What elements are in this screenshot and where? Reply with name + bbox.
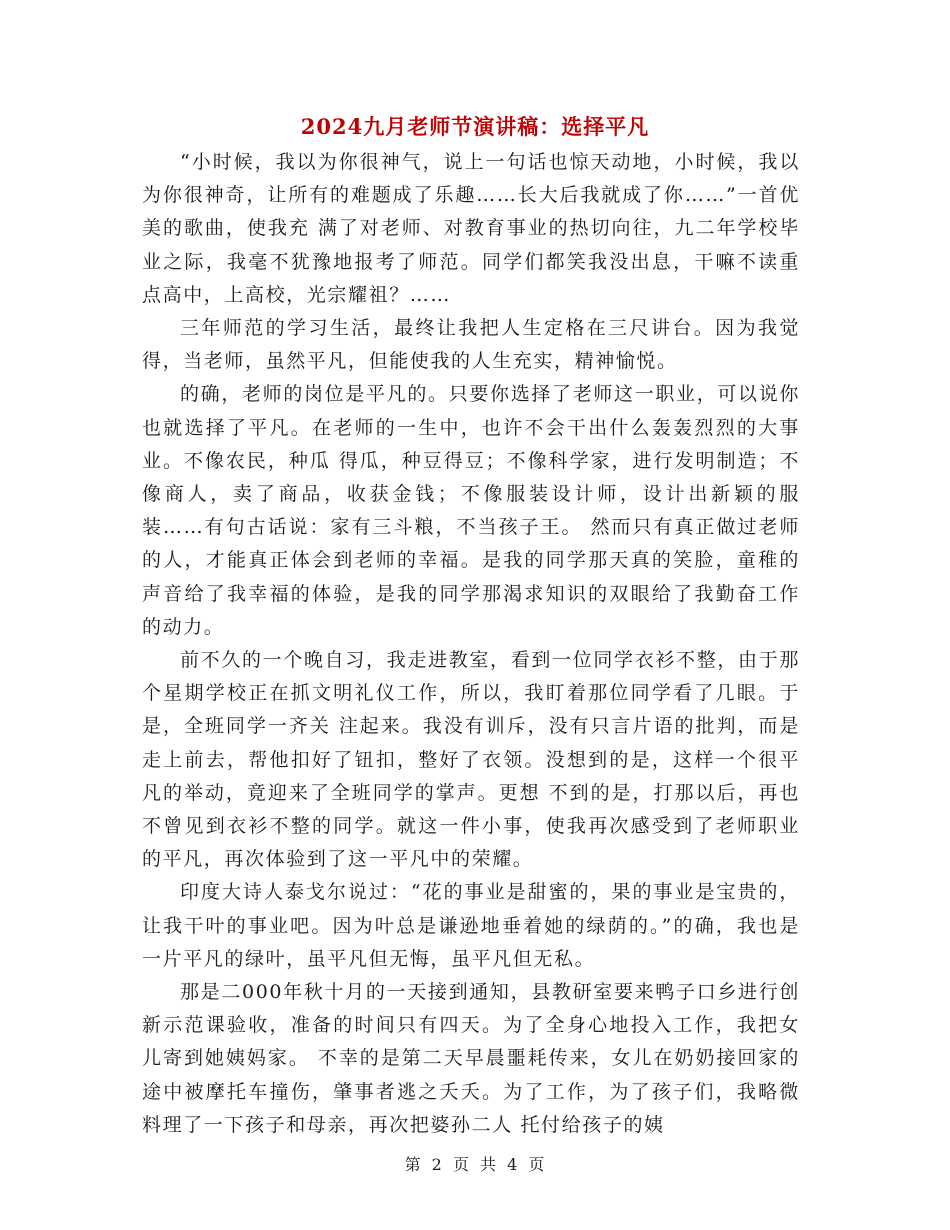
- paragraph-4: 前不久的一个晚自习，我走进教室，看到一位同学衣衫不整，由于那个星期学校正在抓文明礼仪工作，所以，我盯着那位同学看了几眼。于是，全班同学一齐关 注起来。我没有训斥，没有只言片语的批判，而是走上前去，帮他扣好了钮扣，整好了衣领。没想到的是，这样一个很平凡的举动，竟迎来了全班同学的掌声。更想 不到的是，打那以后，再也不曾见到衣衫不整的同学。就这一件小事，使我再次感受到了老师职业的平凡，再次体验到了这一平凡中的荣耀。: [142, 649, 800, 871]
- document-title: 2024九月老师节演讲稿：选择平凡: [300, 114, 650, 139]
- paragraph-6: 那是二000年秋十月的一天接到通知，县教研室要来鸭子口乡进行创新示范课验收，准备的时间只有四天。为了全身心地投入工作，我把女儿寄到她姨妈家。 不幸的是第二天早晨噩耗传来，女儿在奶奶接回家的途中被摩托车撞伤，肇事者逃之夭夭。为了工作，为了孩子们，我略微料理了一下孩子和母亲，再次把婆孙二人 托付给孩子的姨: [142, 981, 800, 1136]
- paragraph-5: 印度大诗人泰戈尔说过：“花的事业是甜蜜的，果的事业是宝贵的，让我干叶的事业吧。因为叶总是谦逊地垂着她的绿荫的。”的确，我也是一片平凡的绿叶，虽平凡但无悔，虽平凡但无私。: [142, 881, 800, 970]
- document-body: [142, 146, 800, 1142]
- paragraph-2: 三年师范的学习生活，最终让我把人生定格在三尺讲台。因为我觉得，当老师，虽然平凡，但能使我的人生充实，精神愉悦。: [142, 317, 800, 373]
- paragraph-3: 的确，老师的岗位是平凡的。只要你选择了老师这一职业，可以说你也就选择了平凡。在老师的一生中，也许不会干出什么轰轰烈烈的大事业。不像农民，种瓜 得瓜，种豆得豆；不像科学家，进行发明制造；不像商人，卖了商品，收获金钱；不像服装设计师，设计出新颖的服装……有句古话说：家有三斗粮，不当孩子王。 然而只有真正做过老师的人，才能真正体会到老师的幸福。是我的同学那天真的笑脸，童稚的声音给了我幸福的体验，是我的同学那渴求知识的双眼给了我勤奋工作 的动力。: [142, 383, 800, 638]
- paragraph-1: “小时候，我以为你很神气，说上一句话也惊天动地，小时候，我以为你很神奇，让所有的难题成了乐趣……长大后我就成了你……”一首优美的歌曲，使我充 满了对老师、对教育事业的热切向往，九二年学校毕业之际，我毫不犹豫地报考了师范。同学们都笑我没出息，干嘛不读重点高中，上高校，光宗耀祖？……: [142, 151, 800, 306]
- page-number-footer: 第 2 页 共 4 页: [404, 1155, 546, 1174]
